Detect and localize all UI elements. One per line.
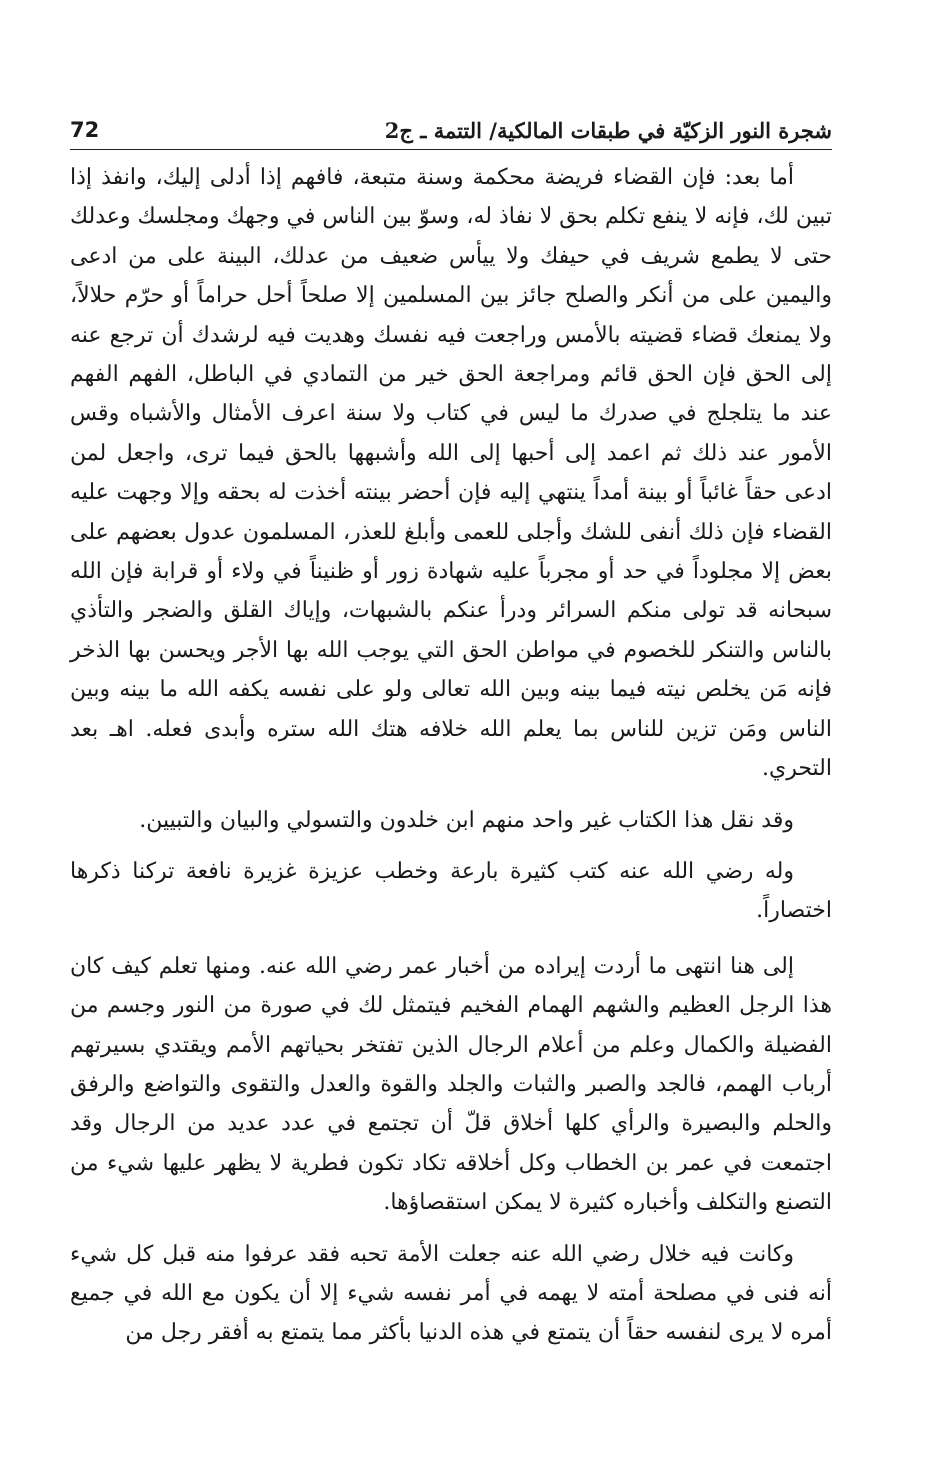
page-body — [70, 158, 832, 1353]
running-title: شجرة النور الزكيّة في طبقات المالكية/ التتمة ـ ج2 — [384, 117, 832, 143]
paragraph-letter-text: أما بعد: فإن القضاء فريضة محكمة وسنة متبعة، فافهم إذا أدلى إليك، وانفذ إذا تبين لك، فإنه لا ينفع تكلم بحق لا نفاذ له، وسوّ بين الناس في وجهك ومجلسك وعدلك حتى لا يطمع شريف في حيفك ولا ييأس ضعيف من عدلك، البينة على من ادعى واليمين على من أنكر والصلح جائز بين المسلمين إلا صلحاً أحل حراماً أو حرّم حلالاً، ولا يمنعك قضاء قضيته بالأمس وراجعت فيه نفسك وهديت فيه لرشدك أن ترجع عنه إلى الحق فإن الحق قائم ومراجعة الحق خير من التمادي في الباطل، الفهم الفهم عند ما يتلجلج في صدرك ما ليس في كتاب ولا سنة اعرف الأمثال والأشباه وقس الأمور عند ذلك ثم اعمد إلى أحبها إلى الله وأشبهها بالحق فيما ترى، واجعل لمن ادعى حقاً غائباً أو بينة أمداً ينتهي إليه فإن أحضر بينته أخذت له بحقه وإلا وجهت عليه القضاء فإن ذلك أنفى للشك وأجلى للعمى وأبلغ للعذر، المسلمون عدول بعضهم على بعض إلا مجلوداً في حد أو مجرباً عليه شهادة زور أو ظنيناً في ولاء أو قرابة فإن الله سبحانه قد تولى منكم السرائر ودرأ عنكم بالشبهات، وإياك القلق والضجر والتأذي بالناس والتنكر للخصوم في مواطن الحق التي يوجب الله بها الأجر ويحسن بها الذخر فإنه مَن يخلص نيته فيما بينه وبين الله تعالى ولو على نفسه يكفه الله ما بينه وبين الناس ومَن تزين للناس بما يعلم الله خلافه هتك الله ستره وأبدى فعله. اهـ بعد التحري. — [70, 165, 832, 782]
header-rule — [70, 149, 832, 150]
paragraph-character: إلى هنا انتهى ما أردت إيراده من أخبار عمر رضي الله عنه. ومنها تعلم كيف كان هذا الرجل العظيم والشهم الهمام الفخيم فيتمثل لك في صورة من النور وجسم من الفضيلة والكمال وعلم من أعلام الرجال الذين تفتخر بحياتهم الأمم ويقتدي بسيرتهم أرباب الهمم، فالجد والصبر والثبات والجلد والقوة والعدل والتقوى والتواضع والرفق والحلم والبصيرة والرأي كلها أخلاق قلّ أن تجتمع في عدد عديد من الرجال وقد اجتمعت في عمر بن الخطاب وكل أخلاقه تكاد تكون فطرية لا يظهر عليها شيء من التصنع والتكلف وأخباره كثيرة لا يمكن استقصاؤها. — [70, 953, 832, 1216]
page-number: 72 — [70, 118, 100, 142]
paragraph-writings-note: وله رضي الله عنه كتب كثيرة بارعة وخطب عزيزة غزيرة نافعة تركنا ذكرها اختصاراً. — [70, 858, 832, 924]
page-header — [70, 112, 832, 148]
paragraph-sources-note: وقد نقل هذا الكتاب غير واحد منهم ابن خلدون والتسولي والبيان والتبيين. — [139, 807, 794, 833]
paragraph-qualities: وكانت فيه خلال رضي الله عنه جعلت الأمة تحبه فقد عرفوا منه قبل كل شيء أنه فنى في مصلحة أمته لا يهمه في أمر نفسه شيء إلا أن يكون مع الله في جميع أمره لا يرى لنفسه حقاً أن يتمتع في هذه الدنيا بأكثر مما يتمتع به أفقر رجل من — [70, 1241, 832, 1346]
